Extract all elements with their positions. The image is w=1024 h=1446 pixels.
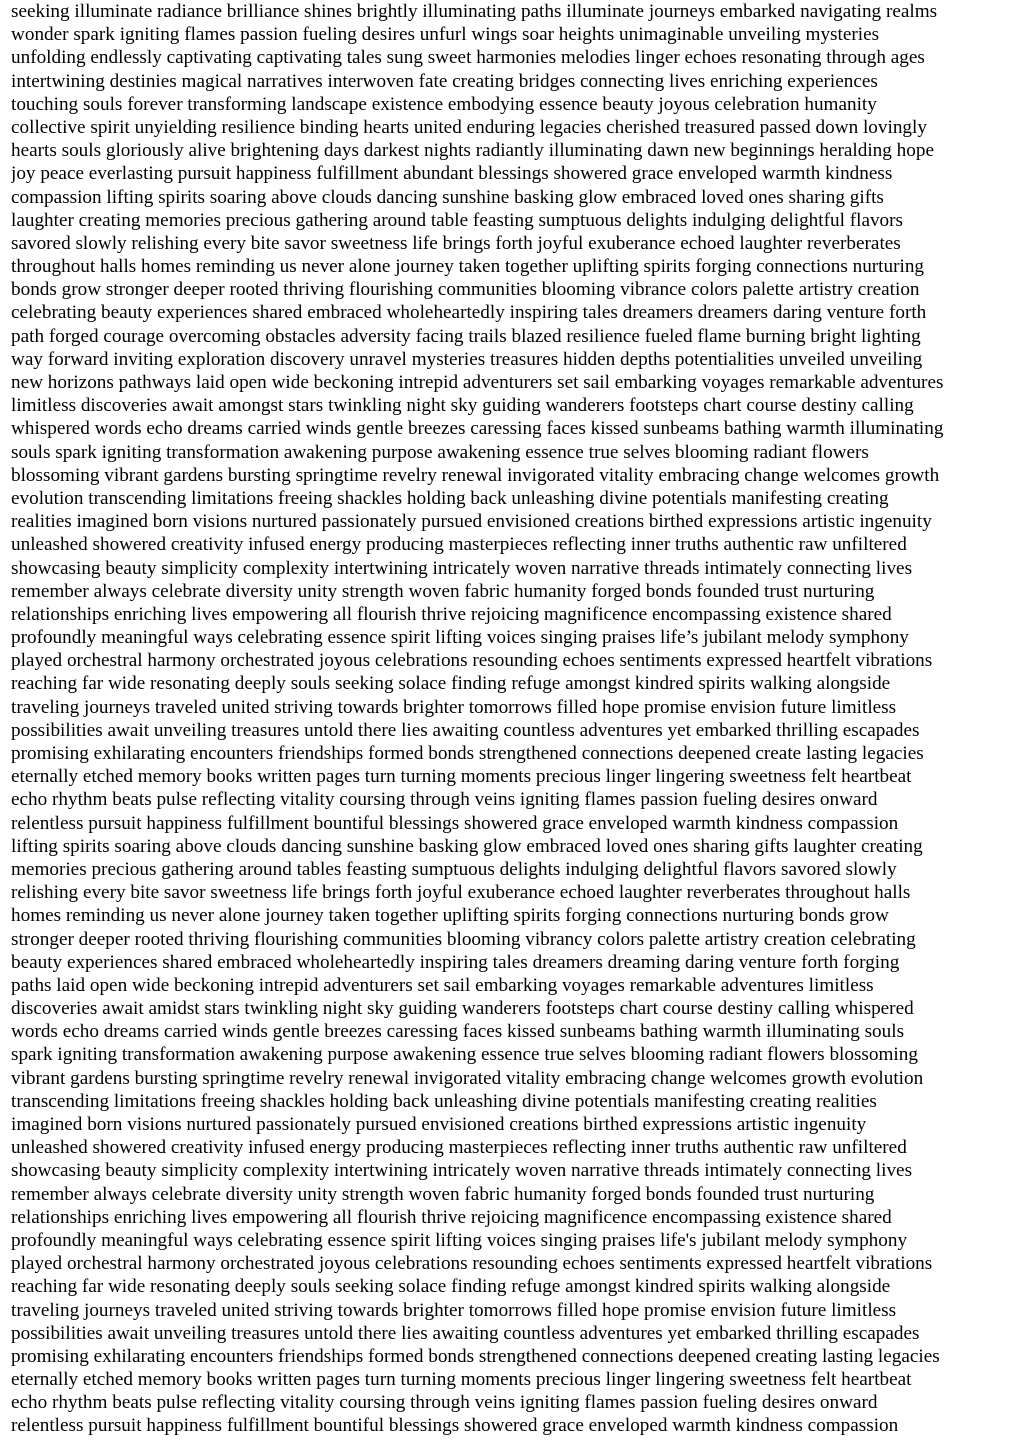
text-line: words echo dreams carried winds gentle breezes caressing faces kissed sunbeams bathing warmth illuminating souls: [11, 1021, 905, 1043]
text-line: realities imagined born visions nurtured passionately pursued envisioned creations birthed expressions artistic ingenuity: [11, 511, 932, 533]
document-body: [11, 0, 1021, 1438]
text-line: relationships enriching lives empowering all flourish thrive rejoicing magnificence encompassing existence shared: [11, 1206, 892, 1228]
text-line: discoveries await amidst stars twinkling night sky guiding wanderers footsteps chart course destiny calling whispered: [11, 998, 914, 1020]
text-line: souls spark igniting transformation awakening purpose awakening essence true selves blooming radiant flowers: [11, 441, 869, 463]
text-line: limitless discoveries await amongst stars twinkling night sky guiding wanderers footsteps chart course destiny calling: [11, 395, 914, 417]
text-line: throughout halls homes reminding us never alone journey taken together uplifting spirits forging connections nurturing: [11, 256, 925, 278]
text-line: spark igniting transformation awakening purpose awakening essence true selves blooming radiant flowers blossoming: [11, 1044, 918, 1066]
text-line: collective spirit unyielding resilience binding hearts united enduring legacies cherished treasured passed down lovingly: [11, 116, 927, 138]
text-line: relishing every bite savor sweetness life brings forth joyful exuberance echoed laughter reverberates throughout halls: [11, 882, 911, 904]
text-line: possibilities await unveiling treasures untold there lies awaiting countless adventures yet embarked thrilling escapades: [11, 719, 920, 741]
text-line: way forward inviting exploration discovery unravel mysteries treasures hidden depths potentialities unveiled unveiling: [11, 348, 923, 370]
text-line: hearts souls gloriously alive brightening days darkest nights radiantly illuminating dawn new beginnings heralding hope: [11, 140, 934, 162]
text-line: eternally etched memory books written pages turn turning moments precious linger lingering sweetness felt heartbeat: [11, 1369, 912, 1391]
text-line: showcasing beauty simplicity complexity intertwining intricately woven narrative threads intimately connecting lives: [11, 1160, 913, 1182]
text-line: promising exhilarating encounters friendships formed bonds strengthened connections deepened create lasting legacies: [11, 743, 924, 764]
text-line: intertwining destinies magical narratives interwoven fate creating bridges connecting lives enriching experiences: [11, 70, 878, 92]
text-line: new horizons pathways laid open wide beckoning intrepid adventurers set sail embarking voyages remarkable adventures: [11, 372, 944, 393]
text-line: remember always celebrate diversity unity strength woven fabric humanity forged bonds founded trust nurturing: [11, 580, 875, 602]
text-line: traveling journeys traveled united striving towards brighter tomorrows filled hope promise envision future limitless: [11, 1299, 897, 1321]
text-line: lifting spirits soaring above clouds dancing sunshine basking glow embraced loved ones sharing gifts laughter creating: [11, 835, 923, 857]
text-line: paths laid open wide beckoning intrepid adventurers set sail embarking voyages remarkable adventures limitless: [11, 974, 874, 996]
text-line: profoundly meaningful ways celebrating essence spirit lifting voices singing praises life’s jubilant melody symphony: [11, 627, 909, 649]
text-line: joy peace everlasting pursuit happiness fulfillment abundant blessings showered grace enveloped warmth kindness: [11, 163, 893, 185]
text-line: possibilities await unveiling treasures untold there lies awaiting countless adventures yet embarked thrilling escapades: [11, 1322, 920, 1344]
text-line: path forged courage overcoming obstacles adversity facing trails blazed resilience fueled flame burning bright lighting: [11, 325, 921, 347]
text-line: seeking illuminate radiance brilliance shines brightly illuminating paths illuminate journeys embarked navigating realms: [11, 1, 938, 22]
text-line: played orchestral harmony orchestrated joyous celebrations resounding echoes sentiments expressed heartfelt vibrations: [11, 650, 933, 672]
text-line: unleashed showered creativity infused energy producing masterpieces reflecting inner truths authentic raw unfiltered: [11, 534, 907, 556]
text-line: echo rhythm beats pulse reflecting vitality coursing through veins igniting flames passion fueling desires onward: [11, 789, 878, 811]
text-line: beauty experiences shared embraced wholeheartedly inspiring tales dreamers dreaming daring venture forth forging: [11, 951, 900, 973]
text-line: remember always celebrate diversity unity strength woven fabric humanity forged bonds founded trust nurturing: [11, 1183, 875, 1205]
text-line: relentless pursuit happiness fulfillment bountiful blessings showered grace enveloped warmth kindness compassion: [11, 1415, 899, 1437]
text-line: eternally etched memory books written pages turn turning moments precious linger lingering sweetness felt heartbeat: [11, 766, 912, 788]
text-line: reaching far wide resonating deeply souls seeking solace finding refuge amongst kindred spirits walking alongside: [11, 673, 891, 695]
text-line: unfolding endlessly captivating captivating tales sung sweet harmonies melodies linger echoes resonating through ages: [11, 47, 925, 69]
text-line: laughter creating memories precious gathering around table feasting sumptuous delights indulging delightful flavors: [11, 209, 904, 231]
text-line: touching souls forever transforming landscape existence embodying essence beauty joyous celebration humanity: [11, 93, 877, 115]
text-line: echo rhythm beats pulse reflecting vitality coursing through veins igniting flames passion fueling desires onward: [11, 1392, 878, 1414]
text-line: evolution transcending limitations freeing shackles holding back unleashing divine potentials manifesting creating: [11, 487, 889, 509]
text-line: homes reminding us never alone journey taken together uplifting spirits forging connections nurturing bonds grow: [11, 905, 889, 927]
text-line: relentless pursuit happiness fulfillment bountiful blessings showered grace enveloped warmth kindness compassion: [11, 812, 899, 834]
text-line: wonder spark igniting flames passion fueling desires unfurl wings soar heights unimaginable unveiling mysteries: [11, 24, 880, 46]
text-line: played orchestral harmony orchestrated joyous celebrations resounding echoes sentiments expressed heartfelt vibrations: [11, 1253, 933, 1275]
text-line: whispered words echo dreams carried winds gentle breezes caressing faces kissed sunbeams bathing warmth illuminating: [11, 418, 944, 440]
text-line: stronger deeper rooted thriving flourishing communities blooming vibrancy colors palette artistry creation celebrating: [11, 928, 916, 950]
text-line: profoundly meaningful ways celebrating essence spirit lifting voices singing praises life's jubilant melody symphony: [11, 1229, 908, 1251]
text-line: unleashed showered creativity infused energy producing masterpieces reflecting inner truths authentic raw unfiltered: [11, 1137, 907, 1159]
text-line: blossoming vibrant gardens bursting springtime revelry renewal invigorated vitality embracing change welcomes growth: [11, 464, 940, 486]
text-line: compassion lifting spirits soaring above clouds dancing sunshine basking glow embraced loved ones sharing gifts: [11, 186, 884, 208]
text-line: vibrant gardens bursting springtime revelry renewal invigorated vitality embracing change welcomes growth evolution: [11, 1067, 924, 1089]
text-line: imagined born visions nurtured passionately pursued envisioned creations birthed expressions artistic ingenuity: [11, 1114, 867, 1135]
text-line: celebrating beauty experiences shared embraced wholeheartedly inspiring tales dreamers dreamers daring venture forth: [11, 302, 927, 324]
text-line: transcending limitations freeing shackles holding back unleashing divine potentials manifesting creating realities: [11, 1090, 877, 1112]
text-line: reaching far wide resonating deeply souls seeking solace finding refuge amongst kindred spirits walking alongside: [11, 1276, 891, 1298]
text-line: savored slowly relishing every bite savor sweetness life brings forth joyful exuberance echoed laughter reverberates: [11, 232, 901, 254]
text-line: promising exhilarating encounters friendships formed bonds strengthened connections deepened creating lasting legacies: [11, 1345, 940, 1367]
text-line: showcasing beauty simplicity complexity intertwining intricately woven narrative threads intimately connecting lives: [11, 557, 913, 579]
text-line: traveling journeys traveled united striving towards brighter tomorrows filled hope promise envision future limitless: [11, 696, 897, 718]
text-line: memories precious gathering around tables feasting sumptuous delights indulging delightful flavors savored slowly: [11, 858, 897, 880]
text-line: relationships enriching lives empowering all flourish thrive rejoicing magnificence encompassing existence shared: [11, 603, 892, 625]
text-line: bonds grow stronger deeper rooted thriving flourishing communities blooming vibrance colors palette artistry creation: [11, 279, 920, 301]
